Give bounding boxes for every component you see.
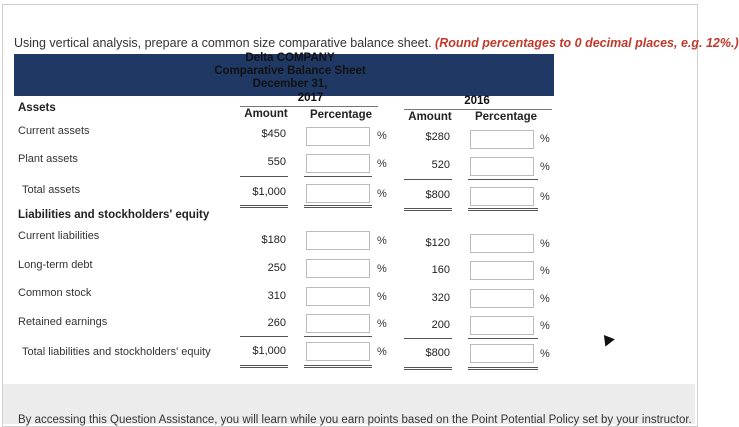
underline: [240, 336, 288, 337]
section-liabilities-equity: Liabilities and stockholders' equity: [18, 209, 210, 221]
double-underline: [304, 365, 372, 368]
percent-sign: %: [540, 348, 550, 360]
percent-sign: %: [377, 130, 387, 142]
percent-sign: %: [377, 188, 387, 200]
year-2016-rule: [404, 109, 552, 110]
current-liabilities-2017-percent-input[interactable]: [306, 231, 370, 250]
col-amount-2016: Amount: [408, 111, 452, 123]
current-assets-2017-amount: $450: [261, 128, 286, 140]
col-percentage-2016: Percentage: [474, 111, 537, 123]
underline: [404, 179, 452, 180]
question-assistance-note: By accessing this Question Assistance, you will learn while you earn points based on the Point Potential Policy set by your instructor.: [18, 414, 692, 426]
plant-assets-2016-percent-input[interactable]: [470, 157, 534, 176]
total-liabilities-equity-2017-percent-input[interactable]: [306, 342, 370, 361]
long-term-debt-2017-percent-input[interactable]: [306, 259, 370, 278]
statement-date: December 31,: [252, 78, 328, 90]
row-current-assets-label: Current assets: [18, 125, 90, 137]
total-liabilities-equity-2016-percent-input[interactable]: [470, 344, 534, 363]
year-2016-header: 2016: [464, 95, 490, 107]
total-assets-2017-amount: $1,000: [252, 186, 286, 198]
plant-assets-2017-amount: 550: [267, 156, 286, 168]
double-underline: [404, 208, 452, 211]
percent-sign: %: [540, 238, 550, 250]
total-liabilities-equity-2016-amount: $800: [425, 347, 450, 359]
row-total-assets-label: Total assets: [22, 184, 81, 196]
long-term-debt-2017-amount: 250: [267, 262, 286, 274]
retained-earnings-2017-percent-input[interactable]: [306, 314, 370, 333]
percent-sign: %: [540, 133, 550, 145]
retained-earnings-2016-amount: 200: [431, 319, 450, 331]
total-assets-2017-percent-input[interactable]: [306, 184, 370, 203]
double-underline: [240, 205, 288, 208]
row-long-term-debt-label: Long-term debt: [18, 259, 93, 271]
total-assets-2016-amount: $800: [425, 189, 450, 201]
company-name: Delta COMPANY: [245, 52, 335, 64]
percent-sign: %: [377, 346, 387, 358]
total-liabilities-equity-2017-amount: $1,000: [252, 345, 286, 357]
current-liabilities-2017-amount: $180: [261, 234, 286, 246]
percent-sign: %: [540, 293, 550, 305]
current-assets-2016-amount: $280: [425, 131, 450, 143]
current-assets-2016-percent-input[interactable]: [470, 130, 534, 149]
col-amount-2017: Amount: [244, 108, 288, 120]
year-2017-header: 2017: [297, 92, 324, 104]
plant-assets-2017-percent-input[interactable]: [306, 154, 370, 173]
underline: [240, 176, 288, 177]
retained-earnings-2017-amount: 260: [267, 317, 286, 329]
percent-sign: %: [377, 263, 387, 275]
instruction-main: Using vertical analysis, prepare a common size comparative balance sheet.: [14, 36, 432, 50]
row-retained-earnings-label: Retained earnings: [18, 316, 108, 328]
year-2017-rule: [240, 106, 378, 107]
double-underline: [404, 367, 452, 370]
double-underline: [468, 208, 538, 211]
row-plant-assets-label: Plant assets: [18, 153, 78, 165]
current-assets-2017-percent-input[interactable]: [306, 127, 370, 146]
common-stock-2017-amount: 310: [267, 290, 286, 302]
double-underline: [304, 205, 372, 208]
current-liabilities-2016-percent-input[interactable]: [470, 234, 534, 253]
row-current-liabilities-label: Current liabilities: [18, 230, 100, 242]
percent-sign: %: [377, 291, 387, 303]
percent-sign: %: [540, 161, 550, 173]
col-percentage-2017: Percentage: [309, 109, 372, 121]
retained-earnings-2016-percent-input[interactable]: [470, 316, 534, 335]
long-term-debt-2016-percent-input[interactable]: [470, 261, 534, 280]
percent-sign: %: [540, 191, 550, 203]
percent-sign: %: [540, 265, 550, 277]
percent-sign: %: [377, 318, 387, 330]
underline: [468, 338, 538, 339]
current-liabilities-2016-amount: $120: [425, 237, 450, 249]
underline: [468, 179, 538, 180]
row-common-stock-label: Common stock: [18, 287, 92, 299]
long-term-debt-2016-amount: 160: [431, 264, 450, 276]
common-stock-2016-amount: 320: [431, 292, 450, 304]
statement-title: Comparative Balance Sheet: [214, 65, 366, 77]
common-stock-2016-percent-input[interactable]: [470, 289, 534, 308]
double-underline: [468, 367, 538, 370]
underline: [404, 338, 452, 339]
double-underline: [240, 365, 288, 368]
percent-sign: %: [377, 235, 387, 247]
underline: [304, 336, 372, 337]
plant-assets-2016-amount: 520: [431, 159, 450, 171]
underline: [304, 176, 372, 177]
total-assets-2016-percent-input[interactable]: [470, 187, 534, 206]
percent-sign: %: [377, 158, 387, 170]
instruction-rounding-note: (Round percentages to 0 decimal places, e.g. 12%.): [435, 36, 739, 50]
common-stock-2017-percent-input[interactable]: [306, 287, 370, 306]
row-total-liabilities-equity-label: Total liabilities and stockholders' equity: [22, 346, 211, 358]
percent-sign: %: [540, 320, 550, 332]
instruction-text: [14, 36, 739, 50]
section-assets: Assets: [18, 102, 56, 114]
